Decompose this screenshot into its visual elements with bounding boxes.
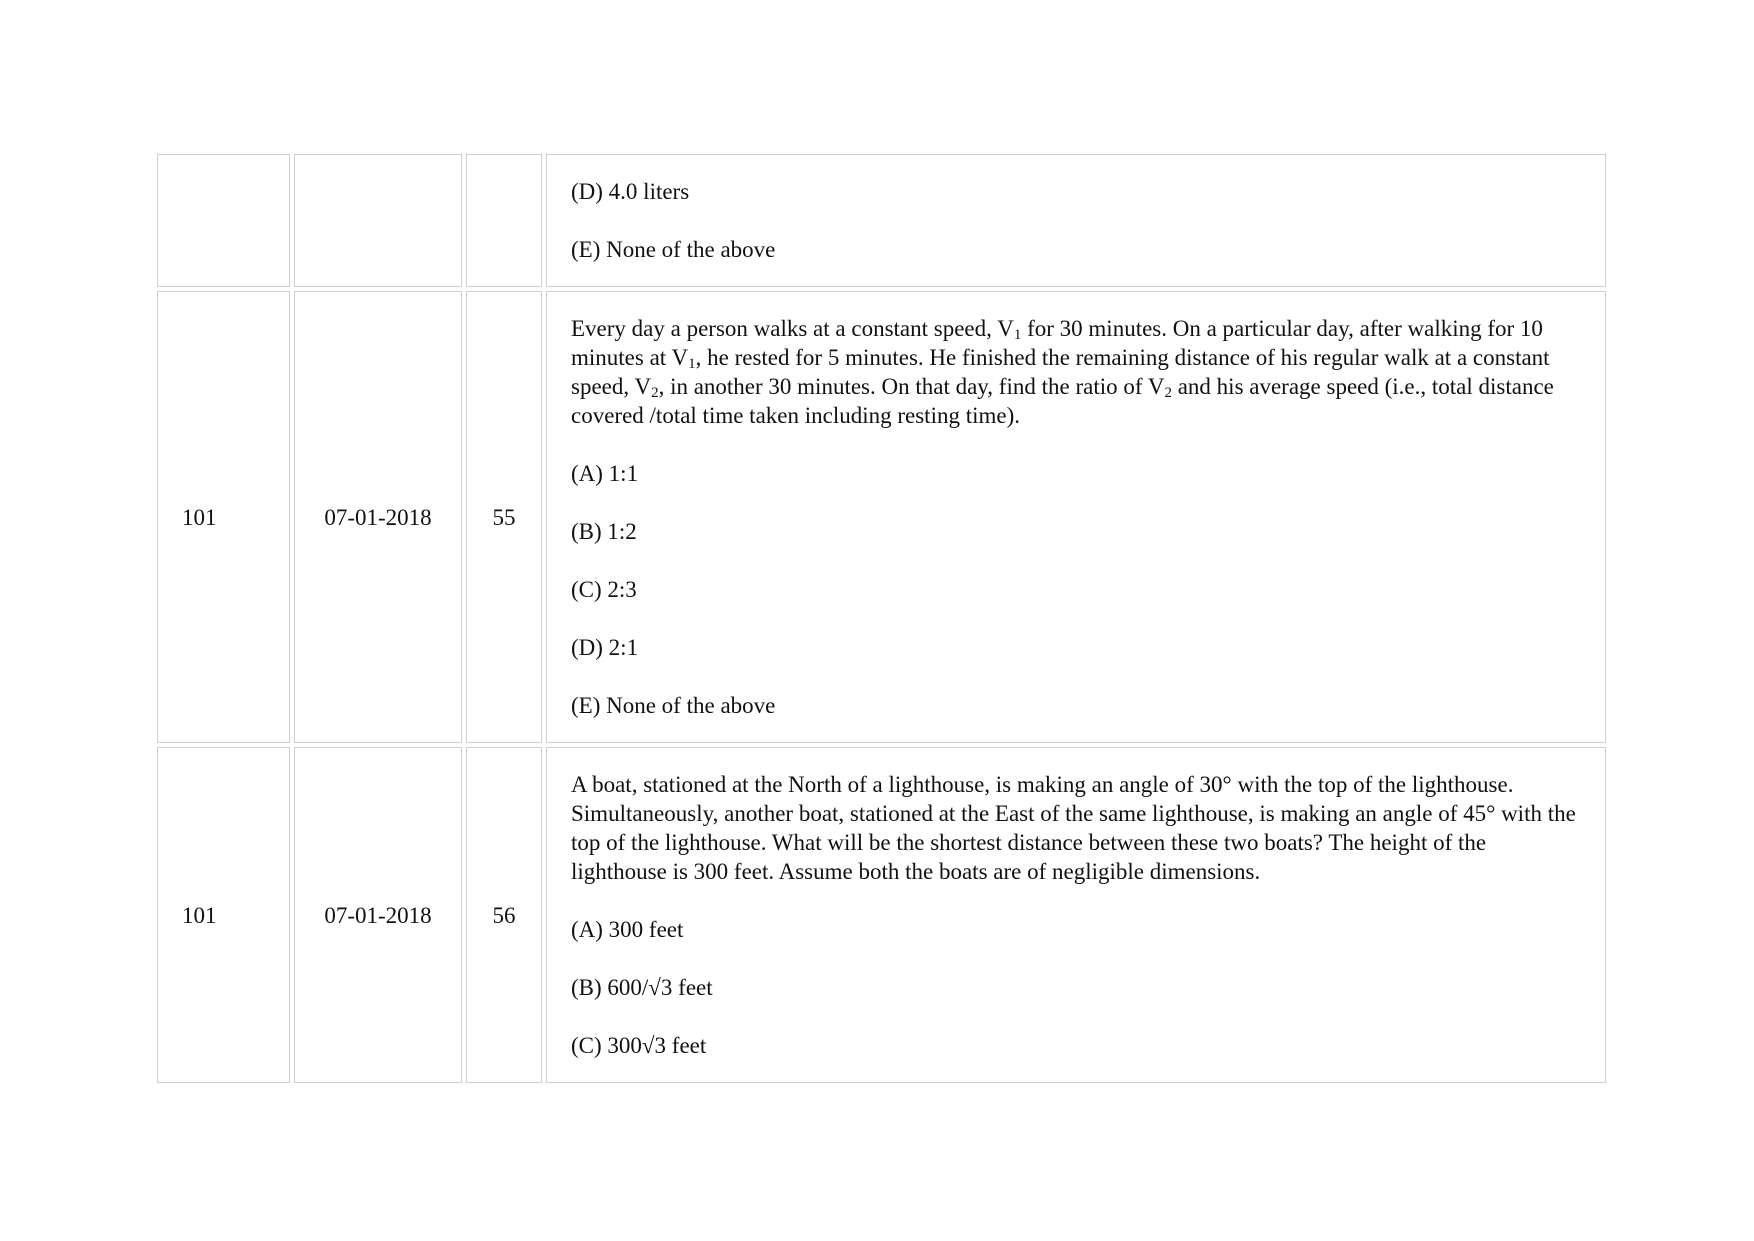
table-row — [157, 154, 1606, 287]
exam-date-cell: 07-01-2018 — [294, 747, 462, 1083]
exam-date-cell — [294, 154, 462, 287]
option-e: (E) None of the above — [571, 237, 776, 262]
question-text: Every day a person walks at a constant speed, $V_1$ for 30 minutes. On a particular day, after walking for 10 minutes at $V_1$, he rested for 5 minutes. He finished the remaining distance of his regular walk at a constant speed, $V_2$, in another 30 minutes. On that day, find the ratio of $V_2$ and his average speed (i.e., total distance covered /total time taken including resting time). — [571, 316, 1554, 428]
option-e: (E) None of the above — [571, 693, 776, 718]
question-table — [153, 150, 1610, 1087]
option-c: (C) 2:3 — [571, 577, 637, 602]
paper-code-cell — [157, 154, 290, 287]
option-b: (B) 600/√3 feet — [571, 975, 713, 1000]
option-d: (D) 4.0 liters — [571, 179, 690, 204]
question-text: A boat, stationed at the North of a lighthouse, is making an angle of 30° with the top of the lighthouse. Simultaneously, another boat, stationed at the East of the same lighthouse, is making an angle of 45° with the top of the lighthouse. What will be the shortest distance between these two boats? The height of the lighthouse is 300 feet. Assume both the boats are of negligible dimensions. — [571, 772, 1576, 884]
question-number-cell — [466, 154, 542, 287]
paper-code-cell: 101 — [157, 747, 290, 1083]
option-a: (A) 300 feet — [571, 917, 684, 942]
question-cell — [546, 291, 1606, 743]
table-row — [157, 747, 1606, 1083]
option-d: (D) 2:1 — [571, 635, 639, 660]
question-number-cell: 55 — [466, 291, 542, 743]
option-a: (A) 1:1 — [571, 461, 639, 486]
option-b: (B) 1:2 — [571, 519, 637, 544]
exam-date-cell: 07-01-2018 — [294, 291, 462, 743]
question-cell — [546, 747, 1606, 1083]
question-cell — [546, 154, 1606, 287]
table-row — [157, 291, 1606, 743]
option-c: (C) 300√3 feet — [571, 1033, 707, 1058]
question-number-cell: 56 — [466, 747, 542, 1083]
paper-code-cell: 101 — [157, 291, 290, 743]
